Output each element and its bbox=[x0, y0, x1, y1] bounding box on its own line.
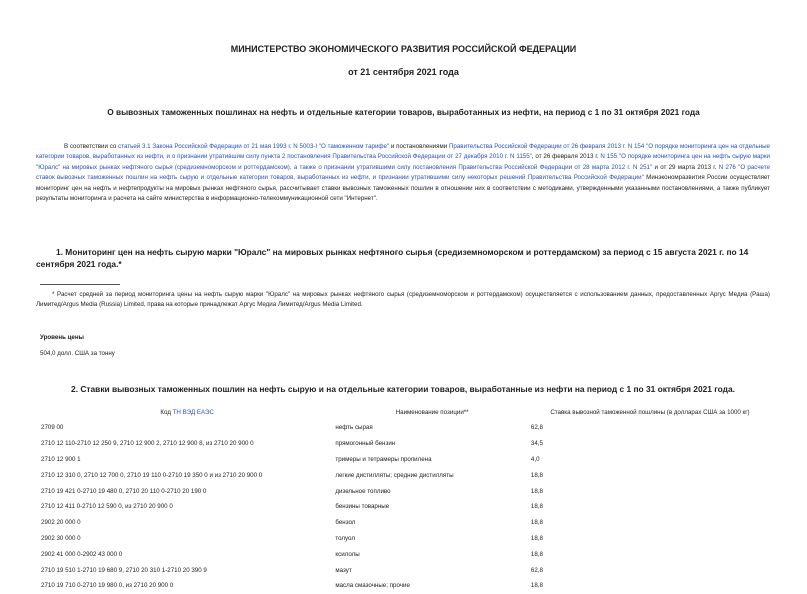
cell-rate: 18,8 bbox=[530, 582, 543, 590]
cell-name: бензины товарные bbox=[335, 503, 390, 511]
table-row bbox=[40, 578, 770, 594]
table-row bbox=[40, 546, 770, 562]
link-customs-tariff-law[interactable]: Закона Российской Федерации от 21 мая 1993 г. N 5003-I "О таможенном тарифе" bbox=[152, 143, 390, 150]
cell-code: 2710 19 710 0-2710 19 980 0, из 2710 20 900 0 bbox=[41, 582, 174, 590]
link-article-3-1[interactable]: статьей 3.1 bbox=[118, 143, 151, 150]
cell-rate: 18,8 bbox=[530, 534, 543, 542]
table-row bbox=[40, 420, 770, 436]
ministry-title: МИНИСТЕРСТВО ЭКОНОМИЧЕСКОГО РАЗВИТИЯ РОССИЙСКОЙ ФЕДЕРАЦИИ bbox=[230, 44, 577, 54]
cell-name: тримеры и тетрамеры пропилена bbox=[335, 455, 432, 463]
price-level-value: 504,0 долл. США за тонну bbox=[40, 350, 115, 357]
cell-code: 2710 19 510 1-2710 19 680 9, 2710 20 310 1-2710 20 390 9 bbox=[41, 566, 207, 574]
table-row bbox=[40, 483, 770, 499]
table-row bbox=[40, 452, 770, 468]
section-1-heading: 1. Мониторинг цен на нефть сырую марки "Юралс" на мировых рынках нефтяного сырья (средиземноморском и роттердамском) за период с 15 августа 2021 г. по 14 сентября 2021 года.* bbox=[36, 247, 749, 269]
table-row bbox=[40, 436, 770, 452]
cell-name: легкие дистилляты; средние дистилляты bbox=[335, 471, 454, 479]
cell-code: 2710 12 310 0, 2710 12 700 0, 2710 19 110 0-2710 19 350 0 и из 2710 20 900 0 bbox=[41, 471, 263, 479]
cell-code: 2902 30 000 0 bbox=[41, 534, 81, 542]
price-level-label: Уровень цены bbox=[40, 334, 84, 341]
table-row bbox=[40, 562, 770, 578]
cell-name: прямогонный бензин bbox=[335, 440, 396, 448]
cell-code: 2902 41 000 0-2902 43 000 0 bbox=[41, 550, 123, 558]
cell-rate: 4,0 bbox=[530, 455, 540, 463]
intro-text: и от 29 марта 2013 г. bbox=[652, 163, 719, 171]
cell-rate: 18,8 bbox=[530, 471, 543, 479]
cell-code: 2902 20 000 0 bbox=[41, 519, 81, 527]
cell-name: бензол bbox=[335, 519, 356, 527]
cell-code: 2710 12 110-2710 12 250 9, 2710 12 900 2, 2710 12 900 8, из 2710 20 900 0 bbox=[41, 440, 254, 448]
cell-name: толуол bbox=[335, 534, 355, 542]
cell-code: 2710 19 421 0-2710 19 480 0, 2710 20 110 0-2710 20 190 0 bbox=[41, 487, 207, 495]
cell-name: ксилолы bbox=[335, 550, 360, 558]
footnote-divider bbox=[40, 284, 120, 285]
cell-rate: 34,5 bbox=[530, 440, 543, 448]
cell-code: 2710 12 411 0-2710 12 590 0, из 2710 20 900 0 bbox=[41, 503, 173, 511]
cell-rate: 18,8 bbox=[530, 519, 543, 527]
section-2-heading: 2. Ставки вывозных таможенных пошлин на нефть сырую и на отдельные категории товаров, выработанные из нефти на период с 1 по 31 октября 2021 года. bbox=[71, 384, 735, 394]
document-subject: О вывозных таможенных пошлинах на нефть и отдельные категории товаров, выработанных из нефти, на период с 1 по 31 октября 2021 года bbox=[107, 107, 700, 117]
cell-rate: 62,8 bbox=[530, 424, 543, 432]
link-resolution-154[interactable]: Правительства Российской Федерации от 26 февраля 2013 г. N 154 "О порядке мониторинга цен на отдельные категории товаров, выработанных из нефти, и о признании утратившим силу пункта 2 постановления Правительства Российской Федерации от 27 декабря 2010 г. N 1155" bbox=[36, 143, 770, 161]
intro-text: В соответствии со bbox=[64, 143, 119, 150]
table-header-row bbox=[40, 404, 770, 420]
column-header-name: Наименование позиции** bbox=[395, 408, 469, 416]
cell-name: масла смазочные; прочие bbox=[335, 582, 410, 590]
cell-rate: 18,8 bbox=[530, 503, 543, 511]
column-header-code bbox=[40, 404, 334, 420]
table-row bbox=[40, 515, 770, 531]
link-resolution-155[interactable]: N 155 "О порядке мониторинга цен на нефть сырую марки "Юралс" на мировых рынках нефтяного сырья (средиземноморском и роттердамском), а также о признании утратившими силу постановления Правительства Российской Федерации от 28 марта 2012 г. N 251" bbox=[36, 153, 771, 171]
cell-rate: 18,8 bbox=[530, 550, 543, 558]
table-row bbox=[40, 467, 770, 483]
cell-code: 2710 12 900 1 bbox=[41, 455, 81, 463]
table-row bbox=[40, 531, 770, 547]
column-header-rate: Ставка вывозной таможенной пошлины (в долларах США за 1000 кг) bbox=[550, 408, 750, 416]
intro-paragraph bbox=[36, 142, 770, 204]
table-row bbox=[40, 499, 770, 515]
footnote-text: * Расчет средней за период мониторинга цены на нефть сырую марки "Юралс" на мировых рынках нефтяного сырья (средиземноморском и роттердамском) осуществляется с использованием данных, предоставленных Аргус Медиа (Раша) Лимитед/Argus Media (Russia) Limited, права на которые принадлежат Аргус Медиа Лимитед/Argus Media Limited. bbox=[36, 291, 770, 308]
intro-text: и постановлениями bbox=[389, 143, 449, 150]
document-date: от 21 сентября 2021 года bbox=[348, 67, 459, 77]
cell-code: 2709 00 bbox=[41, 424, 64, 432]
intro-text: , от 26 февраля 2013 г. bbox=[531, 153, 601, 161]
duty-rates-table bbox=[40, 404, 770, 594]
cell-rate: 62,8 bbox=[530, 566, 543, 574]
link-tn-ved[interactable]: ТН ВЭД ЕАЭС bbox=[172, 408, 214, 416]
table-body bbox=[40, 420, 770, 594]
link-resolution-276[interactable]: N 276 "О расчете ставок вывозных таможенных пошлин на нефть сырую и отдельные категории товаров, выработанных из нефти, и признании утратившими силу некоторых решений Правительства Российской Федерации" bbox=[36, 163, 771, 182]
cell-name: дизельное топливо bbox=[335, 487, 391, 495]
cell-name: мазут bbox=[335, 566, 352, 574]
cell-name: нефть сырая bbox=[335, 424, 373, 432]
cell-rate: 18,8 bbox=[530, 487, 543, 495]
code-header-prefix: Код bbox=[160, 408, 173, 416]
intro-text: Минэкономразвития России осуществляет мониторинг цен на нефть и нефтепродукты на мировых рынках нефтяного сырья, рассчитывает ставки вывозных таможенных пошлин в отношении них в соответствии с методиками, утвержденными указанными постановлениями, а также публикует результаты мониторинга и расчета на сайте министерства в информационно-телекоммуникационной сети "Интернет". bbox=[36, 174, 771, 203]
